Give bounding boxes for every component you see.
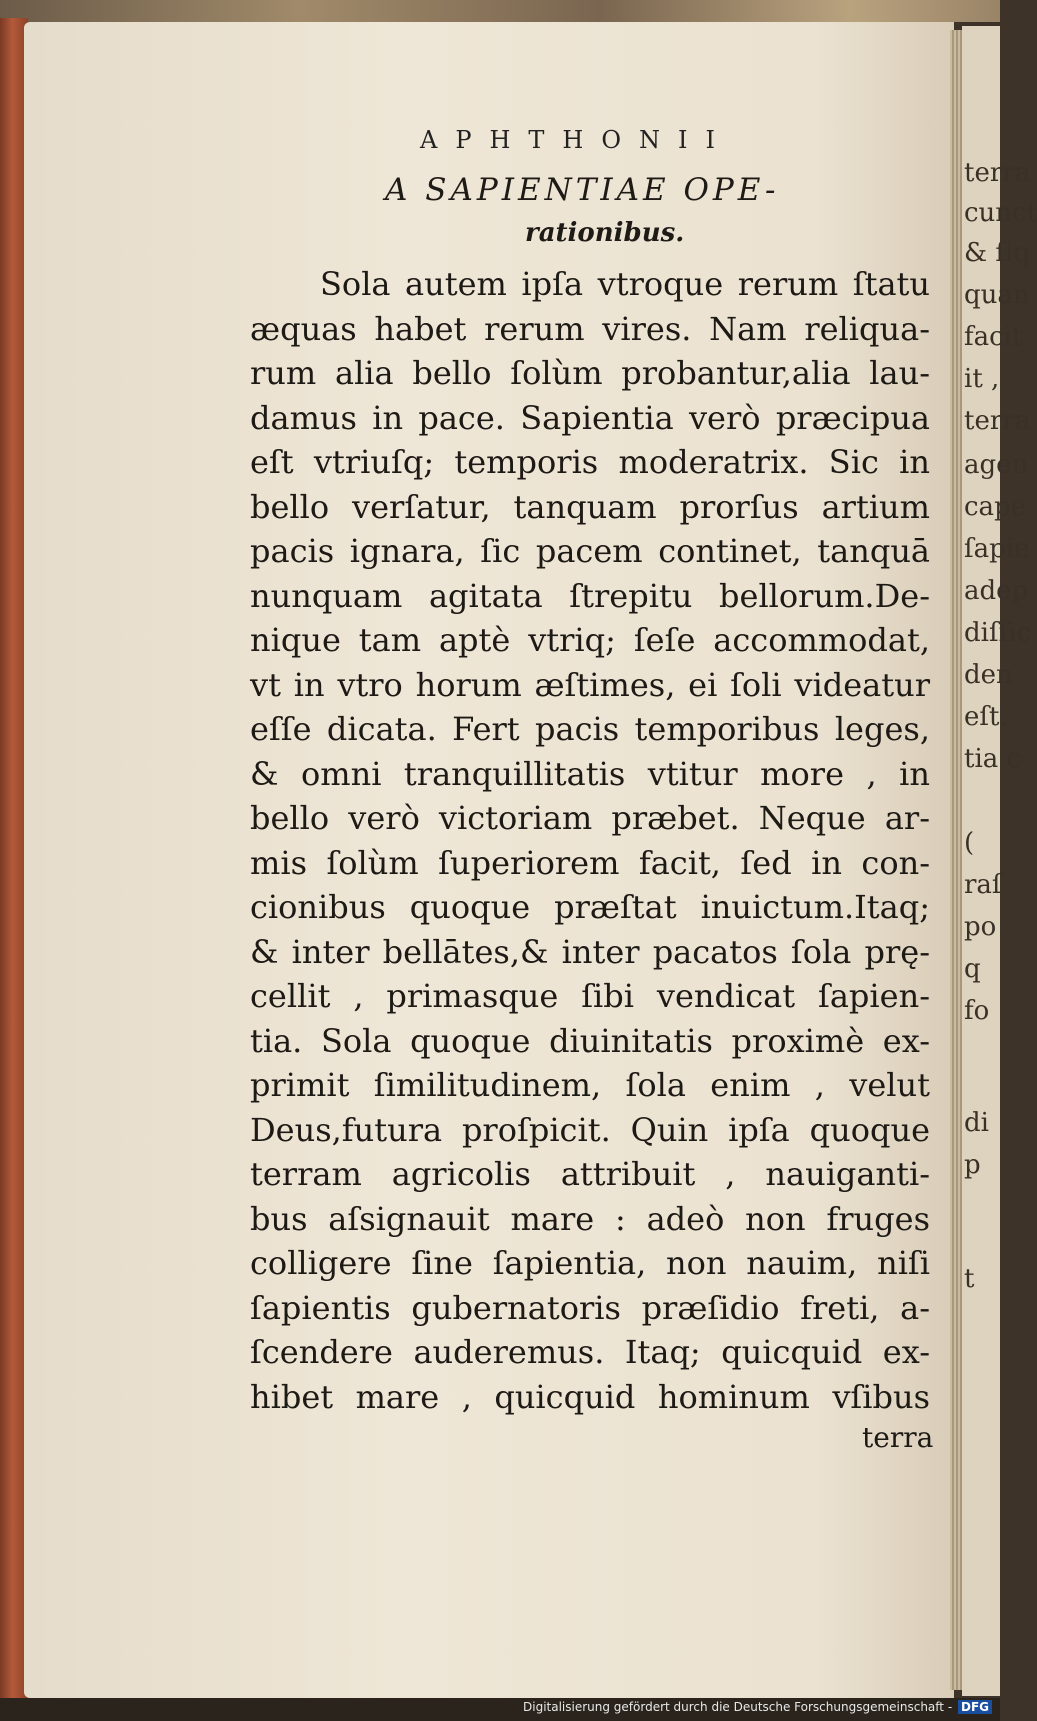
text-line: cellit , primasque ſibi vendicat ſapien-: [250, 977, 930, 1015]
text-line: & omni tranquillitatis vtitur more , in: [250, 754, 930, 793]
facing-page-fragment: [962, 26, 1037, 1696]
credit-text: Digitalisierung gefördert durch die Deutsche Forschungsgemeinschaft -: [523, 1700, 953, 1714]
facing-page-word: (: [964, 828, 975, 858]
text-line: & inter bellātes,& inter pacatos ſola prę-: [250, 932, 930, 971]
facing-page-word: raſ: [964, 870, 1002, 900]
facing-page-word: adep: [964, 576, 1029, 606]
running-head: APHTHONII: [420, 126, 733, 154]
text-line: nique tam aptè vtriq; ſeſe accommodat,: [250, 621, 930, 659]
text-line: mis ſolùm ſuperiorem facit, ſed in con-: [250, 843, 930, 882]
facing-page-word: agen: [964, 450, 1029, 480]
facing-page-word: diſſic: [964, 618, 1032, 648]
text-line: pacis ignara, ſic pacem continet, tanquā: [250, 532, 930, 570]
facing-page-word: eſt.: [964, 702, 1008, 732]
text-line: ſcendere auderemus. Itaq; quicquid ex-: [250, 1333, 930, 1371]
facing-page-word: ſapie: [964, 534, 1030, 564]
text-line: cionibus quoque præſtat inuictum.Itaq;: [250, 888, 930, 926]
section-heading: A SAPIENTIAE OPE-: [385, 172, 780, 208]
text-line: Deus,futura proſpicit. Quin ipſa quoque: [250, 1110, 930, 1149]
text-line: eſt vtriuſq; temporis moderatrix. Sic in: [250, 443, 930, 481]
facing-page-word: & ſiq: [964, 238, 1030, 268]
text-line: bus aſsignauit mare : adeò non fruges: [250, 1199, 930, 1238]
catchword: terra: [862, 1421, 934, 1454]
facing-page-word: terra: [964, 406, 1031, 436]
facing-page-word: t: [964, 1264, 975, 1294]
section-subheading: rationibus.: [525, 218, 685, 248]
text-line: Sola autem ipſa vtroque rerum ſtatu: [320, 265, 930, 303]
text-line: nunquam agitata ſtrepitu bellorum.De-: [250, 576, 930, 615]
facing-page-word: terra: [964, 158, 1031, 188]
text-line: æquas habet rerum vires. Nam reliqua-: [250, 309, 930, 348]
digitization-credit: [523, 1700, 992, 1714]
text-line: bello verò victoriam præbet. Neque ar-: [250, 799, 930, 837]
facing-page-word: den: [964, 660, 1013, 690]
facing-page-word: po: [964, 912, 997, 942]
facing-page-word: tia c: [964, 744, 1022, 774]
text-line: rum alia bello ſolùm probantur,alia lau-: [250, 354, 930, 392]
facing-page-word: facit: [964, 322, 1023, 352]
text-line: eſſe dicata. Fert pacis temporibus leges,: [250, 710, 930, 748]
facing-page-word: p: [964, 1150, 981, 1180]
text-line: tia. Sola quoque diuinitatis proximè ex-: [250, 1021, 930, 1060]
text-line: bello verſatur, tanquam prorſus artium: [250, 487, 930, 526]
text-line: colligere ſine ſapientia, non nauim, niſi: [250, 1244, 930, 1282]
text-line: damus in pace. Sapientia verò præcipua: [250, 398, 930, 437]
facing-page-word: di: [964, 1108, 989, 1138]
facing-page-word: q: [964, 954, 981, 984]
facing-page-word: quan: [964, 280, 1030, 310]
text-line: vt in vtro horum æſtimes, ei ſoli videatur: [250, 665, 930, 704]
text-line: primit ſimilitudinem, ſola enim , velut: [250, 1066, 930, 1104]
dfg-logo: DFG: [958, 1700, 992, 1714]
body-text: [250, 262, 930, 1419]
book-cover-top: [0, 0, 1000, 22]
facing-page-word: cape: [964, 492, 1027, 522]
facing-page-word: fo: [964, 996, 990, 1026]
facing-page-word: it ,: [964, 364, 1000, 394]
text-line: terram agricolis attribuit , nauiganti-: [250, 1155, 930, 1193]
text-line: hibet mare , quicquid hominum vſibus: [250, 1377, 930, 1416]
text-line: ſapientis gubernatoris præſidio freti, a-: [250, 1288, 930, 1327]
facing-page-word: cunct: [964, 198, 1037, 228]
